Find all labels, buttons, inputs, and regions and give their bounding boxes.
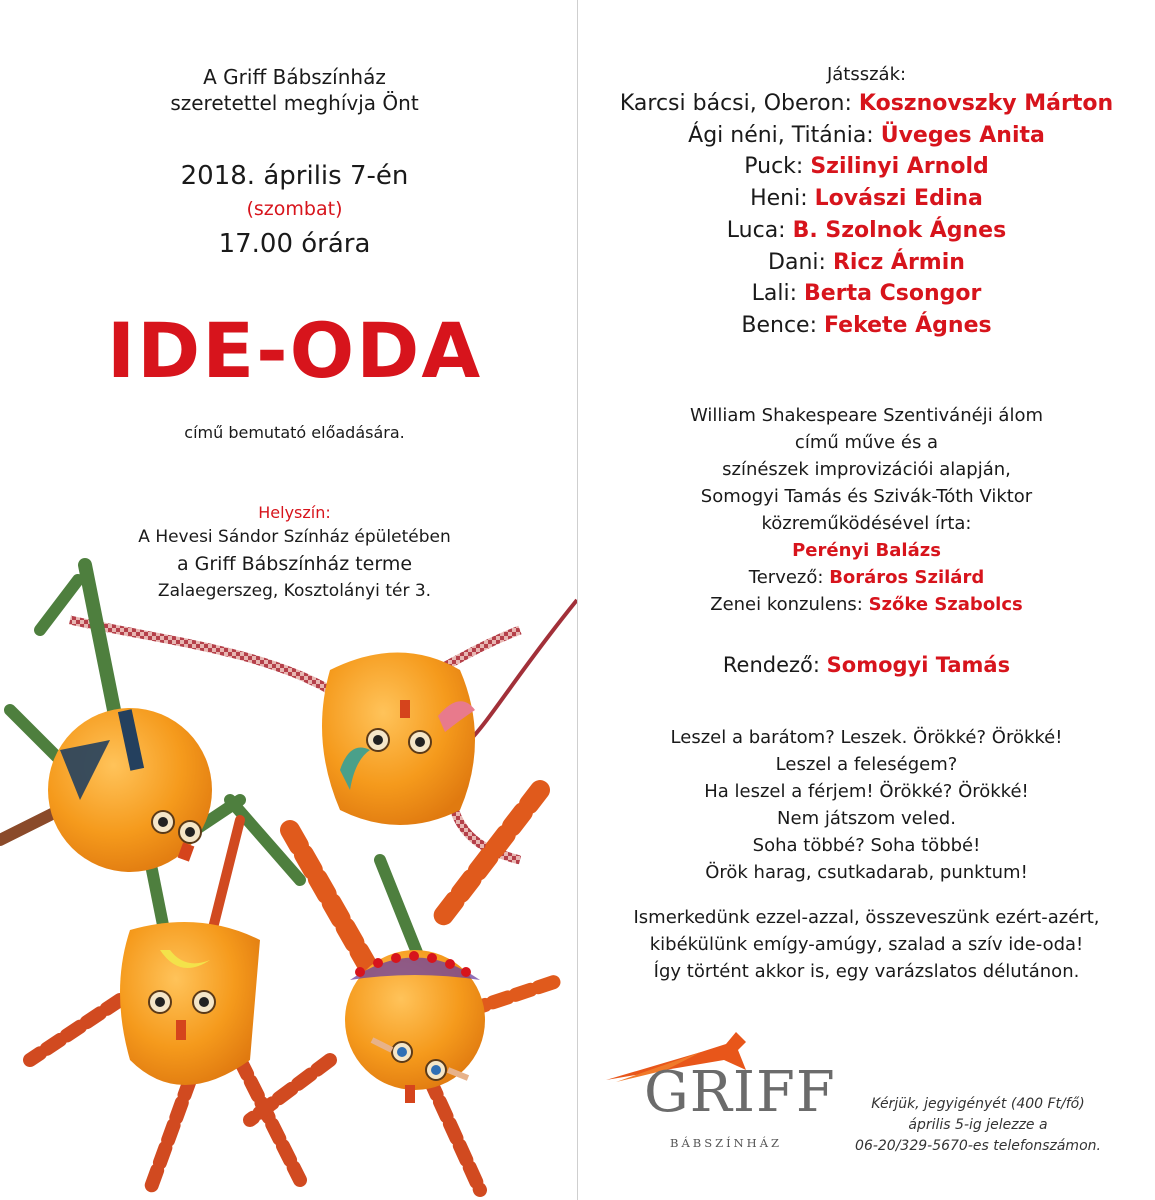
cast-role: Bence:	[741, 312, 818, 338]
cast-row	[578, 151, 1155, 183]
ticket-note	[828, 1094, 1128, 1157]
cast-role: Puck:	[744, 154, 804, 180]
event-date: 2018. április 7-én	[180, 161, 409, 191]
director-name: Somogyi Tamás	[826, 653, 1011, 677]
poem-line: Leszel a barátom? Leszek. Örökké? Örökké!	[670, 727, 1063, 748]
cast-actor: Berta Csongor	[804, 281, 982, 307]
inviter-line-2: szeretettel meghívja Önt	[170, 91, 419, 115]
cast-actor: Fekete Ágnes	[824, 312, 992, 338]
puppet-square-head	[322, 653, 475, 826]
griff-logo	[606, 1030, 836, 1160]
director-line	[578, 650, 1155, 680]
cast-role: Ági néni, Titánia:	[688, 122, 874, 148]
right-panel	[578, 0, 1155, 1200]
cast-actor: Szilinyi Arnold	[810, 154, 989, 180]
cast-row	[578, 88, 1155, 120]
credits-line: című műve és a	[794, 432, 939, 453]
cast-row	[578, 120, 1155, 152]
designer-line	[578, 564, 1155, 591]
poem-line: Soha többé? Soha többé!	[752, 835, 981, 856]
cast-header: Játsszák:	[826, 64, 907, 85]
designer-label: Tervező:	[748, 567, 824, 588]
cast-actor: B. Szolnok Ágnes	[792, 217, 1007, 243]
cast-actor: Kosznovszky Márton	[858, 91, 1114, 116]
poem-line: Örök harag, csutkadarab, punktum!	[705, 862, 1028, 883]
director-label: Rendező:	[722, 653, 820, 677]
ticket-line: Kérjük, jegyigényét (400 Ft/fő)	[871, 1096, 1085, 1112]
designer-name: Boráros Szilárd	[829, 567, 985, 588]
cast-row	[578, 310, 1155, 342]
event-time: 17.00 órára	[218, 229, 371, 259]
cast-role: Karcsi bácsi, Oberon:	[619, 91, 852, 116]
show-subtitle: című bemutató előadására.	[184, 423, 405, 442]
venue-label: Helyszín:	[258, 503, 331, 522]
inviter-text	[12, 64, 577, 116]
venue-line-2: a Griff Bábszínház terme	[176, 553, 413, 575]
ticket-line: április 5-ig jelezze a	[908, 1117, 1048, 1133]
credits-line: William Shakespeare Szentivánéji álom	[689, 405, 1043, 426]
left-panel	[0, 0, 577, 1200]
writer-name: Perényi Balázs	[792, 540, 941, 561]
closing-line: kibékülünk emígy-amúgy, szalad a szív ide-oda!	[649, 934, 1084, 955]
credits-line: színészek improvizációi alapján,	[722, 459, 1011, 480]
credits-line: közreműködésével írta:	[761, 513, 972, 534]
cast-role: Lali:	[751, 281, 798, 307]
cast-row	[578, 183, 1155, 215]
logo-wordmark: GRIFF	[644, 1060, 836, 1125]
venue-line-1: A Hevesi Sándor Színház épületében	[138, 527, 451, 547]
cast-row	[578, 247, 1155, 279]
logo-subtitle: BÁBSZÍNHÁZ	[670, 1136, 783, 1150]
cast-list	[578, 62, 1155, 342]
credits-line: Somogyi Tamás és Szivák-Tóth Viktor	[700, 486, 1033, 507]
closing-block	[578, 904, 1155, 985]
event-day: (szombat)	[246, 198, 343, 220]
cast-actor: Ricz Ármin	[832, 249, 965, 275]
poem-line: Nem játszom veled.	[777, 808, 956, 829]
cast-row	[578, 215, 1155, 247]
closing-line: Ismerkedünk ezzel-azzal, összeveszünk ezért-azért,	[633, 907, 1100, 928]
venue-line-3: Zalaegerszeg, Kosztolányi tér 3.	[157, 581, 432, 601]
ticket-line: 06-20/329-5670-es telefonszámon.	[855, 1138, 1101, 1154]
puppet-triangle-head	[120, 922, 260, 1085]
poem-line: Ha leszel a férjem! Örökké? Örökké!	[704, 781, 1029, 802]
credits-block	[578, 402, 1155, 618]
poem-line: Leszel a feleségem?	[775, 754, 958, 775]
inviter-line-1: A Griff Bábszínház	[203, 65, 386, 89]
music-label: Zenei konzulens:	[710, 594, 863, 615]
music-name: Szőke Szabolcs	[868, 594, 1023, 615]
cast-actor: Üveges Anita	[880, 122, 1045, 148]
puppet-arm-2	[290, 830, 370, 970]
show-title: IDE-ODA	[106, 306, 483, 395]
music-line	[578, 591, 1155, 618]
cast-role: Heni:	[750, 186, 808, 212]
cast-actor: Lovászi Edina	[814, 186, 983, 212]
cast-role: Luca:	[726, 217, 786, 243]
cast-role: Dani:	[768, 249, 826, 275]
closing-line: Így történt akkor is, egy varázslatos délutánon.	[653, 961, 1080, 982]
cast-row	[578, 278, 1155, 310]
poem-block	[578, 724, 1155, 886]
puppet-illustration	[0, 540, 577, 1200]
